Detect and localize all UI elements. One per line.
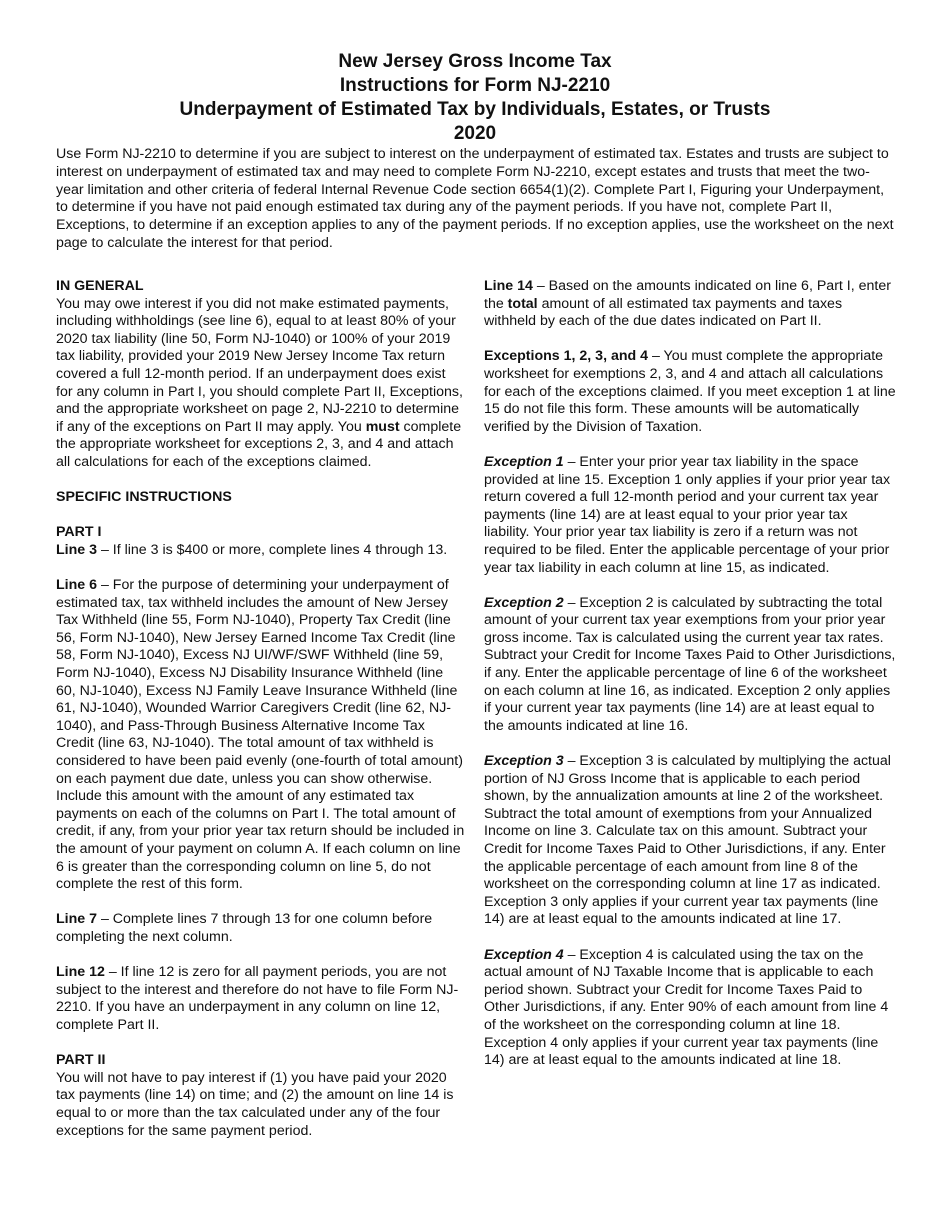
line-14-paragraph: Line 14 – Based on the amounts indicated on line 6, Part I, enter the total amount of all estimated tax payments and taxes withheld by each of the due dates indicated on Part II. [484, 278, 891, 330]
document-header [0, 50, 950, 146]
line-3-paragraph: Line 3 – If line 3 is $400 or more, complete lines 4 through 13. [56, 541, 448, 558]
part-2-paragraph: You will not have to pay interest if (1) you have paid your 2020 tax payments (line 14) on time; and (2) the amount on line 14 is equal to or more than the tax calculated under any of the four exceptions for the same payment period. [56, 1069, 454, 1139]
exception-3-paragraph: Exception 3 – Exception 3 is calculated by multiplying the actual portion of NJ Gross Income that is applicable to each period shown, by the annualization amounts at line 2 of the worksheet. Subtract the total amount of exemptions from your Annualized Income on line 3. Calculate tax on this amount. Subtract your Credit for Income Taxes Paid to Other Jurisdictions, if any. Enter the applicable percentage of each amount from line 8 of the worksheet on the corresponding column at line 17 as indicated. Exception 3 only applies if your current year tax payments (line 14) are at least equal to the amounts indicated at line 17. [484, 753, 891, 928]
header-title-tax: New Jersey Gross Income Tax [338, 51, 612, 72]
in-general-heading: IN GENERAL [56, 278, 144, 294]
in-general-paragraph: You may owe interest if you did not make estimated payments, including withholdings (see line 6), equal to at least 80% of your 2020 tax liability (line 50, Form NJ-1040) or 100% of your 2019 tax liability, provided your 2019 New Jersey Income Tax return covered a full 12-month period. If an underpayment does exist for any column in Part I, you should complete Part II, Exceptions, and the appropriate worksheet on page 2, NJ-2210 to determine if any of the exceptions on Part II may apply. You must complete the appropriate worksheet for exceptions 2, 3, and 4 and attach all calculations for each of the exceptions claimed. [56, 295, 463, 470]
exception-2-paragraph: Exception 2 – Exception 2 is calculated by subtracting the total amount of your current tax year exemptions from your prior year gross income. Tax is calculated using the current year tax rates. Subtract your Credit for Income Taxes Paid to Other Jurisdictions, if any. Enter the applicable percentage of line 6 of the worksheet on each column at line 16, as indicated. Exception 2 only applies if your current year tax payments (line 14) are at least equal to the amounts indicated at line 16. [484, 594, 896, 734]
header-year: 2020 [453, 123, 497, 144]
header-title-subject: Underpayment of Estimated Tax by Individuals, Estates, or Trusts [179, 99, 771, 120]
part-2-heading: PART II [56, 1052, 106, 1069]
exception-1-paragraph: Exception 1 – Enter your prior year tax liability in the space provided at line 15. Exception 1 only applies if your prior year tax return covered a full 12-month period and your current tax year payments (line 14) are at least equal to your prior year tax liability. Your prior year tax liability is zero if a return was not required to be filed. Enter the applicable percentage of your prior year tax liability in each column at line 15, as indicated. [484, 453, 891, 576]
part-1-heading: PART I [56, 524, 102, 541]
right-column [484, 278, 896, 1087]
intro-paragraph: Use Form NJ-2210 to determine if you are subject to interest on the underpayment of estimated tax. Estates and trusts are subject to interest on underpayment of estimated tax and may need to complete Form NJ-2210, except estates and trusts that meet the two-year limitation and other criteria of federal Internal Revenue Code section 6654(1)(2). Complete Part I, Figuring your Underpayment, to determine if you have not paid enough estimated tax during any of the payment periods. If you have not, complete Part II, Exceptions, to determine if an exception applies to any of the payment periods. If no exception applies, use the worksheet on the next page to calculate the interest for that period. [56, 146, 894, 251]
line-7-paragraph: Line 7 – Complete lines 7 through 13 for one column before completing the next column. [56, 911, 433, 945]
header-title-form: Instructions for Form NJ-2210 [339, 75, 611, 96]
exceptions-all-paragraph: Exceptions 1, 2, 3, and 4 – You must complete the appropriate worksheet for exemptions 2, 3, and 4 and attach all calculations for each of the exceptions claimed. If you meet exception 1 at line 15 do not file this form. These amounts will be automatically verified by the Division of Taxation. [484, 348, 896, 435]
left-column [56, 278, 466, 1140]
specific-instructions-heading: SPECIFIC INSTRUCTIONS [56, 489, 232, 506]
line-12-paragraph: Line 12 – If line 12 is zero for all payment periods, you are not subject to the interest and therefore do not have to file Form NJ-2210. If you have an underpayment in any column on line 12, complete Part II. [56, 964, 459, 1033]
line-6-paragraph: Line 6 – For the purpose of determining your underpayment of estimated tax, tax withheld includes the amount of New Jersey Tax Withheld (line 55, Form NJ-1040), Property Tax Credit (line 56, Form NJ-1040), New Jersey Earned Income Tax Credit (line 58, Form NJ-1040), Excess NJ UI/WF/SWF Withheld (line 59, Form NJ-1040), Excess NJ Disability Insurance Withheld (line 60, NJ-1040), Excess NJ Family Leave Insurance Withheld (line 61, NJ-1040), Wounded Warrior Caregivers Credit (line 62, NJ-1040), and Pass-Through Business Alternative Income Tax Credit (line 63, NJ-1040). The total amount of tax withheld is considered to have been paid evenly (one-fourth of total amount) on each payment due date, unless you can show otherwise. Include this amount with the amount of any estimated tax payments on each of the columns on Part I. The total amount of credit, if any, from your prior year tax return should be included in the amount of your payment on column A. If each column on line 6 is greater than the corresponding column on line 5, do not complete the rest of this form. [56, 577, 465, 893]
exception-4-paragraph: Exception 4 – Exception 4 is calculated using the tax on the actual amount of NJ Taxable Income that is applicable to each period shown. Subtract your Credit for Income Taxes Paid to Other Jurisdictions, if any. Enter 90% of each amount from line 4 of the worksheet on the corresponding column at line 18. Exception 4 only applies if your current year tax payments (line 14) are at least equal to the amounts indicated at line 18. [484, 946, 889, 1069]
